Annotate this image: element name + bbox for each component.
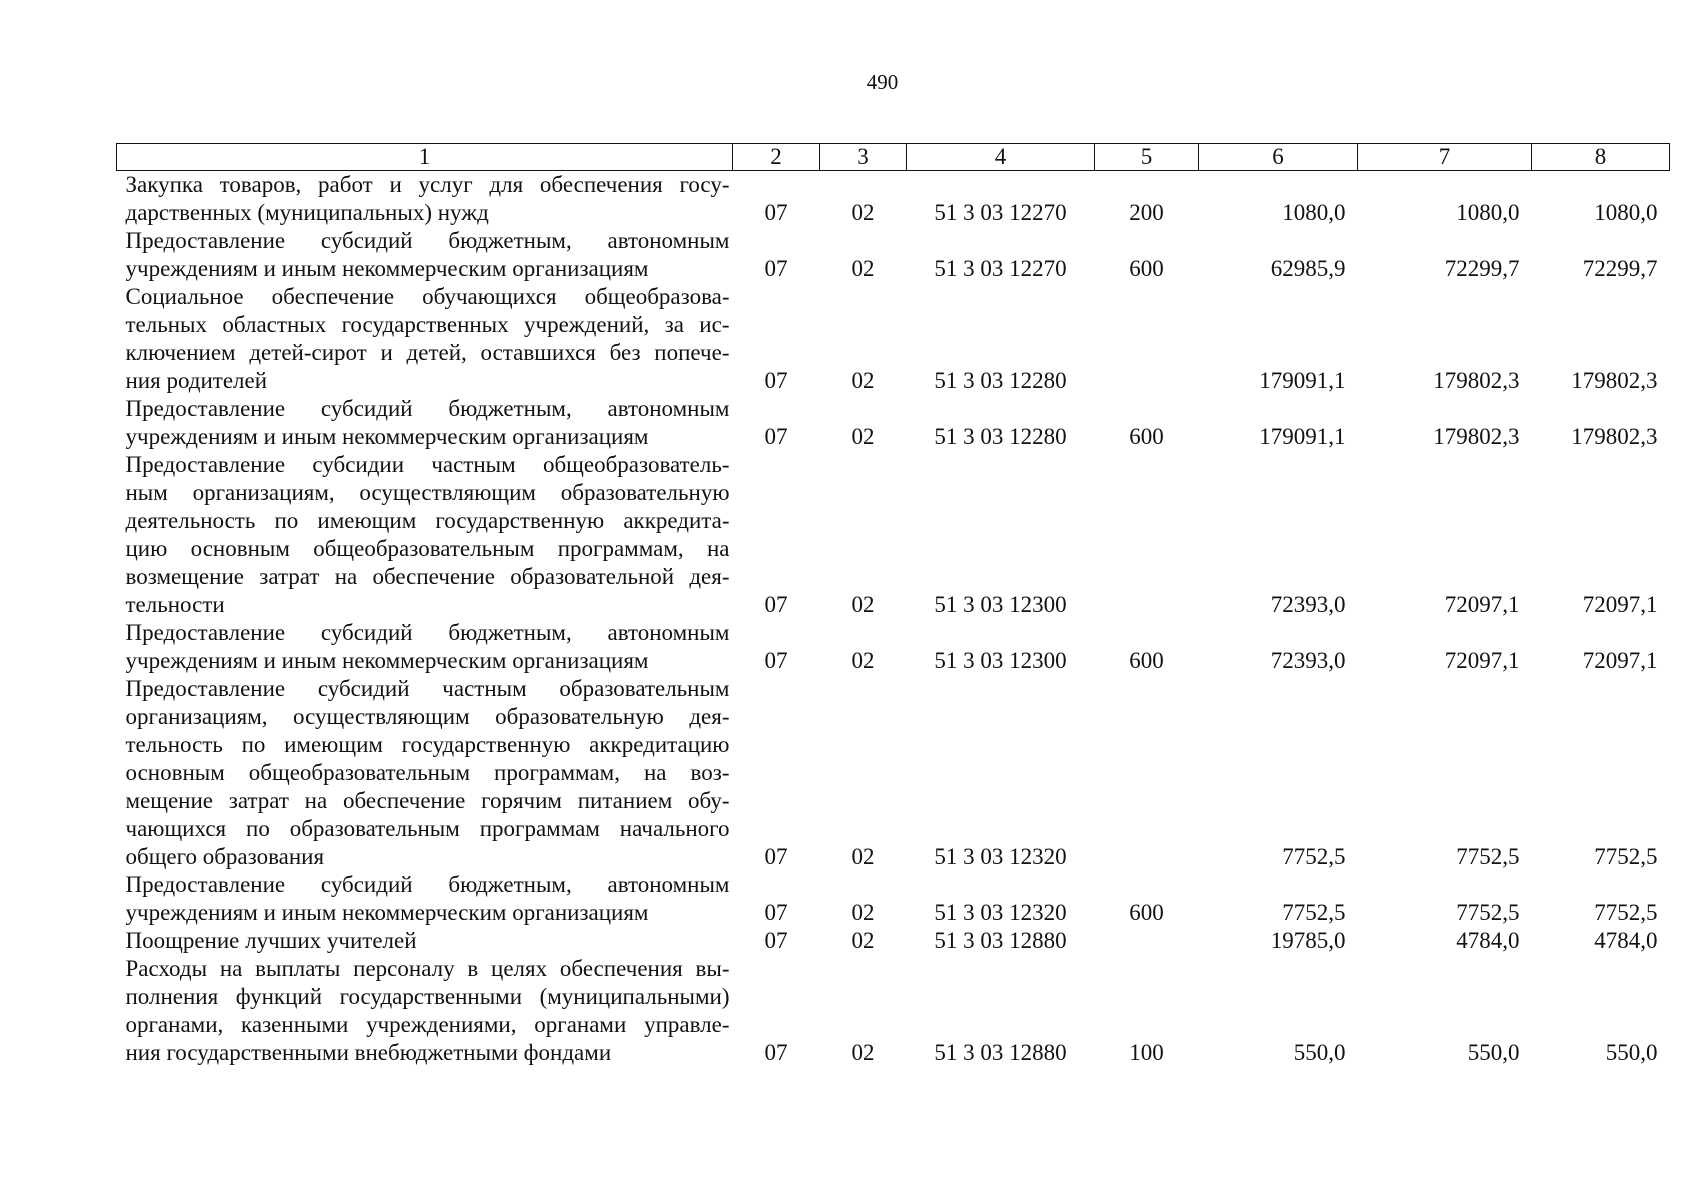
amount-col-7: 4784,0 — [1456, 928, 1520, 953]
target-article-code: 51 3 03 12880 — [934, 1040, 1067, 1065]
description-line: тельность по имеющим государственную аккредитацию — [125, 732, 730, 757]
table-row — [117, 619, 1670, 675]
expense-type-code — [1095, 451, 1199, 619]
table-row — [117, 451, 1670, 619]
row-description — [117, 675, 733, 871]
column-header: 6 — [1199, 144, 1358, 171]
page-number: 490 — [866, 70, 899, 94]
amount-col-6: 62985,9 — [1270, 256, 1346, 281]
table-row — [117, 927, 1670, 955]
table-header — [117, 144, 1670, 171]
expense-type-code — [1095, 283, 1199, 395]
description-line: дарственных (муниципальных) нужд — [125, 200, 489, 225]
table-row — [117, 871, 1670, 927]
amount-col-7: 179802,3 — [1433, 368, 1520, 393]
description-line: Закупка товаров, работ и услуг для обеспечения госу- — [125, 172, 730, 197]
amount-col-7: 7752,5 — [1456, 844, 1520, 869]
target-article-code: 51 3 03 12280 — [934, 368, 1067, 393]
section-code: 07 — [764, 1040, 788, 1065]
section-code: 07 — [764, 424, 788, 449]
section-code: 07 — [764, 592, 788, 617]
section-code: 07 — [764, 368, 788, 393]
description-line: организациям, осуществляющим образовательную дея- — [125, 704, 730, 729]
description-line: полнения функций государственными (муниципальными) — [125, 984, 730, 1009]
subsection-code: 02 — [851, 256, 875, 281]
subsection-code: 02 — [851, 844, 875, 869]
amount-col-7: 72299,7 — [1444, 256, 1520, 281]
amount-col-7: 550,0 — [1467, 1040, 1520, 1065]
row-description — [117, 171, 733, 228]
description-line: учреждениям и иным некоммерческим организациям — [125, 424, 649, 449]
amount-col-6: 7752,5 — [1282, 844, 1346, 869]
target-article-code: 51 3 03 12300 — [934, 648, 1067, 673]
row-description — [117, 395, 733, 451]
description-line: деятельность по имеющим государственную аккредита- — [125, 508, 730, 533]
description-line: Поощрение лучших учителей — [125, 928, 417, 953]
target-article-code: 51 3 03 12880 — [934, 928, 1067, 953]
amount-col-7: 1080,0 — [1456, 200, 1520, 225]
subsection-code: 02 — [851, 1040, 875, 1065]
description-line: Социальное обеспечение обучающихся общеобразова- — [125, 284, 730, 309]
amount-col-6: 179091,1 — [1259, 424, 1346, 449]
amount-col-6: 72393,0 — [1270, 592, 1346, 617]
table-row — [117, 955, 1670, 1067]
description-line: ным организациям, осуществляющим образовательную — [125, 480, 730, 505]
row-description — [117, 283, 733, 395]
expense-type-code — [1095, 927, 1199, 955]
target-article-code: 51 3 03 12270 — [934, 200, 1067, 225]
row-description — [117, 227, 733, 283]
column-header: 7 — [1358, 144, 1532, 171]
row-description — [117, 871, 733, 927]
target-article-code: 51 3 03 12320 — [934, 900, 1067, 925]
section-code: 07 — [764, 928, 788, 953]
description-line: тельности — [125, 592, 225, 617]
header-row — [117, 144, 1670, 171]
table-row — [117, 395, 1670, 451]
description-line: Расходы на выплаты персоналу в целях обеспечения вы- — [125, 956, 730, 981]
description-line: Предоставление субсидий бюджетным, автономным — [125, 620, 730, 645]
amount-col-6: 550,0 — [1293, 1040, 1346, 1065]
subsection-code: 02 — [851, 592, 875, 617]
table-row — [117, 675, 1670, 871]
description-line: ния родителей — [125, 368, 268, 393]
table-body — [117, 171, 1670, 1068]
column-header: 8 — [1532, 144, 1670, 171]
column-header: 4 — [907, 144, 1095, 171]
amount-col-8: 7752,5 — [1594, 844, 1658, 869]
expense-type-code: 600 — [1129, 256, 1164, 281]
description-line: основным общеобразовательным программам, на воз- — [125, 760, 730, 785]
section-code: 07 — [764, 648, 788, 673]
description-line: Предоставление субсидий частным образовательным — [125, 676, 730, 701]
row-description — [117, 955, 733, 1067]
amount-col-8: 72097,1 — [1582, 592, 1658, 617]
description-line: общего образования — [125, 844, 325, 869]
section-code: 07 — [764, 200, 788, 225]
amount-col-6: 179091,1 — [1259, 368, 1346, 393]
target-article-code: 51 3 03 12280 — [934, 424, 1067, 449]
description-line: учреждениям и иным некоммерческим организациям — [125, 648, 649, 673]
amount-col-7: 179802,3 — [1433, 424, 1520, 449]
description-line: Предоставление субсидий бюджетным, автономным — [125, 396, 730, 421]
subsection-code: 02 — [851, 648, 875, 673]
column-header: 1 — [117, 144, 733, 171]
description-line: ния государственными внебюджетными фондами — [125, 1040, 612, 1065]
section-code: 07 — [764, 256, 788, 281]
subsection-code: 02 — [851, 200, 875, 225]
expense-type-code: 100 — [1129, 1040, 1164, 1065]
amount-col-8: 7752,5 — [1594, 900, 1658, 925]
expense-type-code: 200 — [1129, 200, 1164, 225]
subsection-code: 02 — [851, 928, 875, 953]
table-row — [117, 171, 1670, 228]
description-line: органами, казенными учреждениями, органами управле- — [125, 1012, 730, 1037]
subsection-code: 02 — [851, 900, 875, 925]
row-description — [117, 451, 733, 619]
amount-col-7: 7752,5 — [1456, 900, 1520, 925]
expense-type-code: 600 — [1129, 648, 1164, 673]
budget-table — [116, 143, 1670, 1067]
description-line: Предоставление субсидий бюджетным, автономным — [125, 872, 730, 897]
description-line: учреждениям и иным некоммерческим организациям — [125, 256, 649, 281]
description-line: ключением детей-сирот и детей, оставшихся без попече- — [125, 340, 730, 365]
description-line: тельных областных государственных учреждений, за ис- — [125, 312, 730, 337]
amount-col-8: 179802,3 — [1571, 368, 1658, 393]
description-line: мещение затрат на обеспечение горячим питанием обу- — [125, 788, 730, 813]
amount-col-7: 72097,1 — [1444, 648, 1520, 673]
row-description — [117, 927, 733, 955]
amount-col-8: 179802,3 — [1571, 424, 1658, 449]
description-line: Предоставление субсидии частным общеобразователь- — [125, 452, 730, 477]
amount-col-7: 72097,1 — [1444, 592, 1520, 617]
description-line: цию основным общеобразовательным программам, на — [125, 536, 730, 561]
column-header: 2 — [733, 144, 820, 171]
column-header: 3 — [820, 144, 907, 171]
amount-col-6: 19785,0 — [1270, 928, 1346, 953]
expense-type-code: 600 — [1129, 900, 1164, 925]
amount-col-6: 7752,5 — [1282, 900, 1346, 925]
expense-type-code — [1095, 675, 1199, 871]
section-code: 07 — [764, 900, 788, 925]
table-row — [117, 227, 1670, 283]
description-line: Предоставление субсидий бюджетным, автономным — [125, 228, 730, 253]
section-code: 07 — [764, 844, 788, 869]
description-line: учреждениям и иным некоммерческим организациям — [125, 900, 649, 925]
subsection-code: 02 — [851, 368, 875, 393]
description-line: чающихся по образовательным программам начального — [125, 816, 730, 841]
expense-type-code: 600 — [1129, 424, 1164, 449]
column-header: 5 — [1095, 144, 1199, 171]
target-article-code: 51 3 03 12320 — [934, 844, 1067, 869]
table-row — [117, 283, 1670, 395]
amount-col-8: 550,0 — [1605, 1040, 1658, 1065]
description-line: возмещение затрат на обеспечение образовательной дея- — [125, 564, 730, 589]
subsection-code: 02 — [851, 424, 875, 449]
target-article-code: 51 3 03 12300 — [934, 592, 1067, 617]
amount-col-6: 72393,0 — [1270, 648, 1346, 673]
amount-col-8: 72299,7 — [1582, 256, 1658, 281]
row-description — [117, 619, 733, 675]
amount-col-6: 1080,0 — [1282, 200, 1346, 225]
amount-col-8: 72097,1 — [1582, 648, 1658, 673]
amount-col-8: 4784,0 — [1594, 928, 1658, 953]
target-article-code: 51 3 03 12270 — [934, 256, 1067, 281]
amount-col-8: 1080,0 — [1594, 200, 1658, 225]
